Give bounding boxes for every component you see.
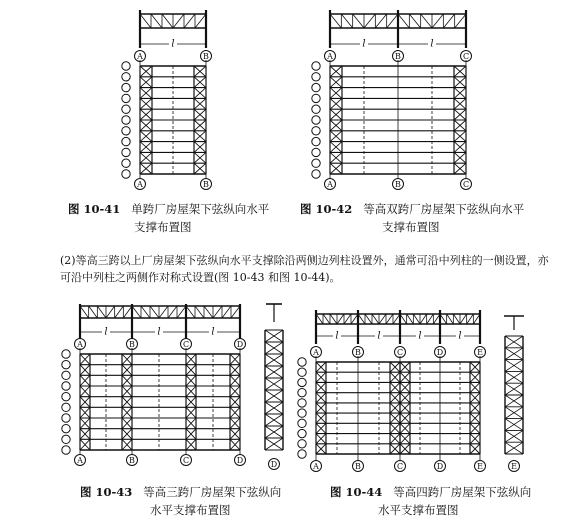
- transverse-axis-bubble: [62, 446, 70, 454]
- transverse-axis-bubble: [122, 105, 130, 113]
- truss-web-diagonal: [186, 306, 195, 318]
- axis-bubble-side-label: D: [270, 460, 278, 469]
- figure-title-10-43-line2: 水平支撑布置图: [150, 503, 231, 517]
- transverse-axis-bubble: [122, 170, 130, 178]
- truss-web-diagonal: [140, 14, 151, 28]
- caption-fig-10-43-line2: [150, 502, 231, 518]
- truss-web-diagonal: [455, 14, 466, 28]
- axis-bubble-bottom-a-label: A: [77, 456, 83, 465]
- span-label: l: [362, 38, 366, 50]
- transverse-axis-bubble: [62, 382, 70, 390]
- figure-title-10-42-line1: 等高双跨厂房屋架下弦纵向水平: [363, 202, 525, 216]
- transverse-axis-bubble: [312, 105, 320, 113]
- transverse-axis-bubble: [312, 83, 320, 91]
- transverse-axis-bubble: [298, 388, 306, 396]
- transverse-axis-bubble: [122, 159, 130, 167]
- truss-web-diagonal: [443, 14, 454, 28]
- truss-web-diagonal: [387, 14, 398, 28]
- transverse-axis-bubble: [62, 435, 70, 443]
- figure-number-10-44: 图 10-44: [330, 485, 383, 499]
- transverse-axis-bubble: [312, 94, 320, 102]
- transverse-axis-bubble: [62, 424, 70, 432]
- truss-web-diagonal: [447, 314, 454, 324]
- truss-web-diagonal: [97, 306, 106, 318]
- span-label: l: [171, 38, 175, 50]
- caption-fig-10-44: [330, 484, 531, 500]
- span-label: l: [377, 330, 381, 342]
- caption-fig-10-41: [68, 201, 269, 217]
- figure-title-10-42-line2: 支撑布置图: [382, 220, 440, 234]
- transverse-axis-bubble: [62, 392, 70, 400]
- figure-title-10-44-line2: 水平支撑布置图: [378, 503, 459, 517]
- axis-bubble-bottom-b-label: B: [355, 462, 361, 471]
- transverse-axis-bubble: [298, 399, 306, 407]
- truss-web-diagonal: [323, 314, 330, 324]
- truss-web-diagonal: [89, 306, 98, 318]
- caption-fig-10-44-line2: [378, 502, 459, 518]
- axis-bubble-top-a-label: A: [77, 340, 83, 349]
- span-label: l: [430, 38, 434, 50]
- axis-bubble-bottom-d-label: D: [236, 456, 244, 465]
- span-label: l: [335, 330, 339, 342]
- transverse-axis-bubble: [312, 62, 320, 70]
- truss-web-diagonal: [453, 314, 460, 324]
- transverse-axis-bubble: [122, 116, 130, 124]
- axis-bubble-bottom-b-label: B: [395, 180, 401, 189]
- axis-bubble-bottom-a-label: A: [137, 180, 143, 189]
- axis-bubble-top-b-label: B: [129, 340, 135, 349]
- caption-fig-10-43: [80, 484, 281, 500]
- axis-bubble-top-d-label: D: [436, 348, 444, 357]
- transverse-axis-bubble: [298, 440, 306, 448]
- transverse-axis-bubble: [122, 148, 130, 156]
- truss-web-diagonal: [364, 14, 375, 28]
- transverse-axis-bubble: [298, 378, 306, 386]
- truss-web-diagonal: [341, 14, 352, 28]
- truss-web-diagonal: [427, 314, 434, 324]
- transverse-axis-bubble: [312, 170, 320, 178]
- figure-number-10-42: 图 10-42: [300, 202, 353, 216]
- paragraph-line-1: (2)等高三跨以上厂房屋架下弦纵向水平支撑除沿两侧边列柱设置外，通常可沿中列柱的一侧设置，亦: [60, 254, 549, 267]
- span-label: l: [211, 326, 215, 338]
- span-label: l: [458, 330, 462, 342]
- axis-bubble-top-b-label: B: [395, 52, 401, 61]
- transverse-axis-bubble: [122, 137, 130, 145]
- truss-web-diagonal: [409, 14, 420, 28]
- body-paragraph: [60, 252, 560, 286]
- transverse-axis-bubble: [312, 73, 320, 81]
- transverse-axis-bubble: [62, 360, 70, 368]
- transverse-axis-bubble: [122, 94, 130, 102]
- truss-web-diagonal: [398, 14, 409, 28]
- truss-web-diagonal: [123, 306, 132, 318]
- transverse-axis-bubble: [312, 127, 320, 135]
- transverse-axis-bubble: [122, 73, 130, 81]
- axis-bubble-top-a-label: A: [327, 52, 333, 61]
- transverse-axis-bubble: [312, 137, 320, 145]
- paragraph-line-2: 可沿中列柱之两侧作对称式设置(图 10-43 和图 10-44)。: [60, 271, 341, 284]
- truss-web-diagonal: [365, 314, 372, 324]
- axis-bubble-top-e-label: E: [477, 348, 483, 357]
- truss-web-diagonal: [204, 306, 213, 318]
- figure-10-44-drawing: [298, 310, 524, 472]
- truss-web-diagonal: [330, 314, 337, 324]
- axis-bubble-bottom-b-label: B: [129, 456, 135, 465]
- truss-web-diagonal: [460, 314, 467, 324]
- truss-web-diagonal: [407, 314, 414, 324]
- transverse-axis-bubble: [312, 116, 320, 124]
- axis-bubble-top-c-label: C: [182, 340, 190, 349]
- axis-bubble-bottom-b-label: B: [203, 180, 209, 189]
- truss-web-diagonal: [132, 306, 141, 318]
- axis-bubble-bottom-c-label: C: [396, 462, 404, 471]
- axis-bubble-top-b-label: B: [355, 348, 361, 357]
- caption-fig-10-42: [300, 201, 524, 217]
- truss-web-diagonal: [222, 306, 231, 318]
- axis-bubble-top-b-label: B: [203, 52, 209, 61]
- truss-web-diagonal: [168, 306, 177, 318]
- transverse-axis-bubble: [298, 450, 306, 458]
- truss-web-diagonal: [115, 306, 124, 318]
- truss-web-diagonal: [421, 14, 432, 28]
- truss-web-diagonal: [379, 314, 386, 324]
- span-label: l: [104, 326, 108, 338]
- truss-web-diagonal: [375, 14, 386, 28]
- axis-bubble-side-label: E: [511, 462, 517, 471]
- axis-bubble-top-d-label: D: [236, 340, 244, 349]
- truss-web-diagonal: [344, 314, 351, 324]
- truss-web-diagonal: [330, 14, 341, 28]
- truss-web-diagonal: [177, 306, 186, 318]
- truss-web-diagonal: [195, 306, 204, 318]
- transverse-axis-bubble: [62, 350, 70, 358]
- axis-bubble-bottom-c-label: C: [182, 456, 190, 465]
- truss-web-diagonal: [231, 306, 240, 318]
- transverse-axis-bubble: [122, 83, 130, 91]
- transverse-axis-bubble: [122, 127, 130, 135]
- truss-web-diagonal: [184, 14, 195, 28]
- transverse-axis-bubble: [298, 368, 306, 376]
- truss-web-diagonal: [372, 314, 379, 324]
- truss-web-diagonal: [432, 14, 443, 28]
- transverse-axis-bubble: [298, 429, 306, 437]
- truss-web-diagonal: [173, 14, 184, 28]
- figure-number-10-43: 图 10-43: [80, 485, 133, 499]
- figure-title-10-41-line1: 单跨厂房屋架下弦纵向水平: [131, 202, 270, 216]
- figure-10-42-drawing: [312, 10, 472, 190]
- transverse-axis-bubble: [312, 159, 320, 167]
- figure-title-10-43-line1: 等高三跨厂房屋架下弦纵向: [143, 485, 282, 499]
- figure-10-43-drawing: [62, 304, 283, 470]
- truss-web-diagonal: [386, 314, 393, 324]
- axis-bubble-bottom-d-label: D: [436, 462, 444, 471]
- axis-bubble-top-a-label: A: [313, 348, 319, 357]
- truss-web-diagonal: [150, 306, 159, 318]
- caption-fig-10-42-line2: [382, 219, 440, 235]
- transverse-axis-bubble: [122, 62, 130, 70]
- figure-number-10-41: 图 10-41: [68, 202, 121, 216]
- truss-web-diagonal: [420, 314, 427, 324]
- axis-bubble-top-c-label: C: [462, 52, 470, 61]
- figure-title-10-41-line2: 支撑布置图: [134, 220, 192, 234]
- transverse-axis-bubble: [312, 148, 320, 156]
- transverse-axis-bubble: [62, 403, 70, 411]
- truss-web-diagonal: [213, 306, 222, 318]
- span-label: l: [157, 326, 161, 338]
- truss-web-diagonal: [467, 314, 474, 324]
- figure-10-41-drawing: [122, 10, 212, 190]
- axis-bubble-bottom-a-label: A: [327, 180, 333, 189]
- transverse-axis-bubble: [62, 414, 70, 422]
- truss-web-diagonal: [337, 314, 344, 324]
- axis-bubble-bottom-c-label: C: [462, 180, 470, 189]
- caption-fig-10-41-line2: [134, 219, 192, 235]
- truss-web-diagonal: [195, 14, 206, 28]
- axis-bubble-top-a-label: A: [137, 52, 143, 61]
- figure-title-10-44-line1: 等高四跨厂房屋架下弦纵向: [393, 485, 532, 499]
- axis-bubble-bottom-e-label: E: [477, 462, 483, 471]
- truss-web-diagonal: [413, 314, 420, 324]
- truss-web-diagonal: [162, 14, 173, 28]
- truss-web-diagonal: [151, 14, 162, 28]
- axis-bubble-bottom-a-label: A: [313, 462, 319, 471]
- transverse-axis-bubble: [298, 358, 306, 366]
- truss-web-diagonal: [80, 306, 89, 318]
- transverse-axis-bubble: [298, 419, 306, 427]
- transverse-axis-bubble: [62, 371, 70, 379]
- truss-web-diagonal: [353, 14, 364, 28]
- truss-web-diagonal: [141, 306, 150, 318]
- span-label: l: [418, 330, 422, 342]
- transverse-axis-bubble: [298, 409, 306, 417]
- axis-bubble-top-c-label: C: [396, 348, 404, 357]
- truss-web-diagonal: [159, 306, 168, 318]
- truss-web-diagonal: [106, 306, 115, 318]
